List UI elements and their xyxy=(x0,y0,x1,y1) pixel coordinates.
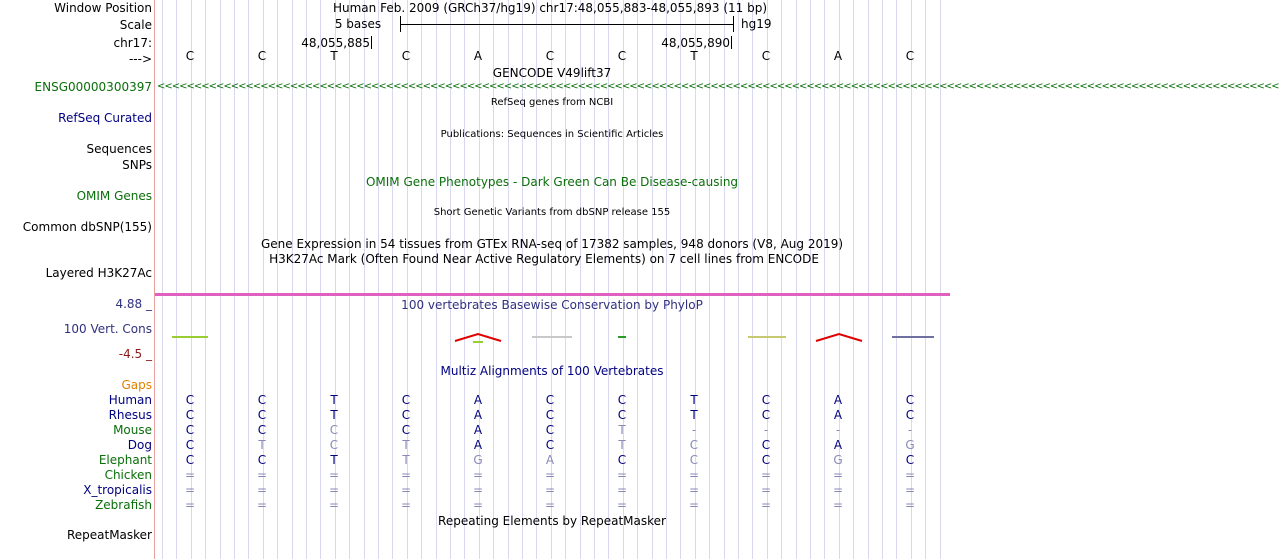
alignment-base: C xyxy=(761,408,771,422)
phylop-bar xyxy=(618,336,626,338)
alignment-base: T xyxy=(402,453,410,467)
alignment-base: = xyxy=(472,483,484,497)
sequence-base: C xyxy=(257,49,267,63)
alignment-base: C xyxy=(257,423,267,437)
alignment-base: C xyxy=(257,393,267,407)
species-label-elephant[interactable]: Elephant xyxy=(98,453,152,467)
phylop-bar xyxy=(532,336,572,338)
alignment-base: T xyxy=(330,453,338,467)
alignment-base: = xyxy=(544,498,556,512)
label-repeatmasker[interactable]: RepeatMasker xyxy=(66,528,152,542)
alignment-base: C xyxy=(761,453,771,467)
alignment-base: C xyxy=(905,393,915,407)
h3k27ac-track-title[interactable]: H3K27Ac Mark (Often Found Near Active Regulatory Elements) on 7 cell lines from ENCODE xyxy=(269,252,819,266)
alignment-base: = xyxy=(256,468,268,482)
alignment-base: T xyxy=(690,393,698,407)
sequence-base: C xyxy=(185,49,195,63)
label-phylop-min: -4.5 _ xyxy=(118,347,152,361)
label-scale[interactable]: Scale xyxy=(119,18,152,32)
alignment-base: = xyxy=(760,468,772,482)
species-label-rhesus[interactable]: Rhesus xyxy=(108,408,152,422)
alignment-base: = xyxy=(688,498,700,512)
alignment-base: C xyxy=(257,408,267,422)
coord-right-tick xyxy=(731,36,732,49)
coord-right: 48,055,890 xyxy=(661,36,730,50)
alignment-base: C xyxy=(329,438,339,452)
alignment-base: = xyxy=(184,468,196,482)
alignment-base: = xyxy=(544,483,556,497)
alignment-base: = xyxy=(400,483,412,497)
gene-strand-arrows[interactable]: <<<<<<<<<<<<<<<<<<<<<<<<<<<<<<<<<<<<<<<<<<<<<<<<<<<<<<<<<<<<<<<<<<<<<<<<<<<<<<<<<<<<<<<<<<<<<<<<<<<<<<<<<<<<<<<<<<<<<<<<<<<<<<<<<<<<<<<<<<<<<<<<<<<<<<<< xyxy=(157,81,1279,92)
alignment-base: T xyxy=(618,423,626,437)
scale-bar-left-tick xyxy=(400,16,401,32)
label-window-position[interactable]: Window Position xyxy=(54,1,152,15)
alignment-base: = xyxy=(328,498,340,512)
alignment-base: C xyxy=(545,438,555,452)
gencode-track-title[interactable]: GENCODE V49lift37 xyxy=(492,66,612,80)
sequence-base: A xyxy=(833,49,843,63)
alignment-base: = xyxy=(256,483,268,497)
alignment-base: - xyxy=(835,423,841,437)
label-gaps[interactable]: Gaps xyxy=(121,378,152,392)
label-ensg[interactable]: ENSG00000300397 xyxy=(34,80,152,94)
phylop-bar xyxy=(748,336,786,338)
track-label-separator xyxy=(154,0,155,559)
alignment-base: = xyxy=(832,468,844,482)
alignment-base: = xyxy=(832,498,844,512)
species-label-dog[interactable]: Dog xyxy=(127,438,152,452)
sequence-base: T xyxy=(690,49,698,63)
alignment-base: = xyxy=(904,483,916,497)
alignment-base: = xyxy=(328,468,340,482)
alignment-base: = xyxy=(400,498,412,512)
label-dbsnp[interactable]: Common dbSNP(155) xyxy=(22,220,152,234)
alignment-base: - xyxy=(907,423,913,437)
alignment-base: = xyxy=(328,483,340,497)
alignment-base: = xyxy=(400,468,412,482)
sequence-base: C xyxy=(617,49,627,63)
alignment-base: G xyxy=(905,438,915,452)
h3k27ac-signal xyxy=(155,293,950,296)
species-label-mouse[interactable]: Mouse xyxy=(113,423,152,437)
sequence-base: C xyxy=(545,49,555,63)
alignment-base: T xyxy=(690,408,698,422)
alignment-base: C xyxy=(257,453,267,467)
alignment-base: - xyxy=(691,423,697,437)
alignment-base: = xyxy=(688,468,700,482)
alignment-base: C xyxy=(617,453,627,467)
alignment-base: C xyxy=(545,423,555,437)
coord-left: 48,055,885 xyxy=(301,36,370,50)
alignment-base: C xyxy=(329,423,339,437)
alignment-base: C xyxy=(185,438,195,452)
phylop-negative-peak xyxy=(455,330,501,344)
phylop-bar xyxy=(172,336,208,338)
alignment-base: A xyxy=(473,393,483,407)
publications-track-title[interactable]: Publications: Sequences in Scientific Articles xyxy=(440,129,664,140)
alignment-base: C xyxy=(689,453,699,467)
alignment-base: = xyxy=(184,483,196,497)
dbsnp-track-title[interactable]: Short Genetic Variants from dbSNP release 155 xyxy=(433,207,671,218)
alignment-base: C xyxy=(185,393,195,407)
alignment-base: = xyxy=(544,468,556,482)
scale-bar xyxy=(400,24,733,25)
label-strand-arrow[interactable]: ---> xyxy=(128,52,152,66)
species-label-chicken[interactable]: Chicken xyxy=(104,468,152,482)
gtex-track-title[interactable]: Gene Expression in 54 tissues from GTEx RNA-seq of 17382 samples, 948 donors (V8, Aug 2019) xyxy=(260,237,844,251)
window-position-text: Human Feb. 2009 (GRCh37/hg19) chr17:48,055,883-48,055,893 (11 bp) xyxy=(332,1,768,15)
alignment-base: A xyxy=(473,438,483,452)
alignment-base: C xyxy=(617,408,627,422)
alignment-base: A xyxy=(545,453,555,467)
assembly-label: hg19 xyxy=(741,17,772,31)
label-refseq-curated[interactable]: RefSeq Curated xyxy=(58,111,152,125)
alignment-base: A xyxy=(833,393,843,407)
label-vert-cons[interactable]: 100 Vert. Cons xyxy=(63,322,152,336)
alignment-base: C xyxy=(761,438,771,452)
alignment-base: A xyxy=(833,408,843,422)
alignment-base: C xyxy=(905,408,915,422)
label-h3k27ac[interactable]: Layered H3K27Ac xyxy=(45,266,152,280)
species-label-human[interactable]: Human xyxy=(108,393,152,407)
alignment-base: = xyxy=(616,498,628,512)
coord-left-tick xyxy=(371,36,372,49)
alignment-base: = xyxy=(904,498,916,512)
sequence-base: C xyxy=(761,49,771,63)
alignment-base: C xyxy=(401,393,411,407)
label-snps[interactable]: SNPs xyxy=(122,158,152,172)
label-phylop-max: 4.88 _ xyxy=(115,297,152,311)
multiz-track-title[interactable]: Multiz Alignments of 100 Vertebrates xyxy=(440,364,664,378)
scale-text: 5 bases xyxy=(334,17,382,31)
sequence-base: C xyxy=(905,49,915,63)
alignment-base: C xyxy=(689,438,699,452)
alignment-base: T xyxy=(258,438,266,452)
alignment-base: C xyxy=(401,423,411,437)
alignment-base: = xyxy=(760,483,772,497)
alignment-base: A xyxy=(833,438,843,452)
alignment-base: C xyxy=(905,453,915,467)
phylop-bar xyxy=(892,336,934,338)
alignment-base: = xyxy=(760,498,772,512)
omim-track-title[interactable]: OMIM Gene Phenotypes - Dark Green Can Be Disease-causing xyxy=(365,175,739,189)
alignment-base: A xyxy=(473,423,483,437)
alignment-base: - xyxy=(763,423,769,437)
alignment-base: = xyxy=(472,498,484,512)
alignment-base: C xyxy=(761,393,771,407)
alignment-base: T xyxy=(402,438,410,452)
alignment-base: C xyxy=(185,453,195,467)
alignment-base: C xyxy=(185,423,195,437)
alignment-base: G xyxy=(473,453,483,467)
alignment-base: = xyxy=(616,468,628,482)
alignment-base: = xyxy=(688,483,700,497)
label-chrom[interactable]: chr17: xyxy=(113,36,152,50)
alignment-base: A xyxy=(473,408,483,422)
alignment-base: G xyxy=(833,453,843,467)
alignment-base: C xyxy=(617,393,627,407)
label-omim-genes[interactable]: OMIM Genes xyxy=(76,189,152,203)
repeatmasker-track-title[interactable]: Repeating Elements by RepeatMasker xyxy=(438,514,666,528)
phylop-track-title[interactable]: 100 vertebrates Basewise Conservation by PhyloP xyxy=(401,298,703,312)
alignment-base: T xyxy=(618,438,626,452)
sequence-base: C xyxy=(401,49,411,63)
alignment-base: C xyxy=(401,408,411,422)
alignment-base: = xyxy=(832,483,844,497)
alignment-base: = xyxy=(184,498,196,512)
sequence-base: T xyxy=(330,49,338,63)
phylop-negative-peak xyxy=(816,330,862,344)
alignment-base: = xyxy=(904,468,916,482)
species-label-x_tropicalis[interactable]: X_tropicalis xyxy=(83,483,152,497)
alignment-base: T xyxy=(330,393,338,407)
sequence-base: A xyxy=(473,49,483,63)
alignment-base: = xyxy=(472,468,484,482)
label-sequences[interactable]: Sequences xyxy=(86,142,152,156)
alignment-base: C xyxy=(185,408,195,422)
alignment-base: C xyxy=(545,408,555,422)
alignment-base: = xyxy=(256,498,268,512)
alignment-base: T xyxy=(330,408,338,422)
species-label-zebrafish[interactable]: Zebrafish xyxy=(95,498,152,512)
alignment-base: C xyxy=(545,393,555,407)
scale-bar-right-tick xyxy=(733,16,734,32)
alignment-base: = xyxy=(616,483,628,497)
refseq-track-title[interactable]: RefSeq genes from NCBI xyxy=(490,97,614,108)
